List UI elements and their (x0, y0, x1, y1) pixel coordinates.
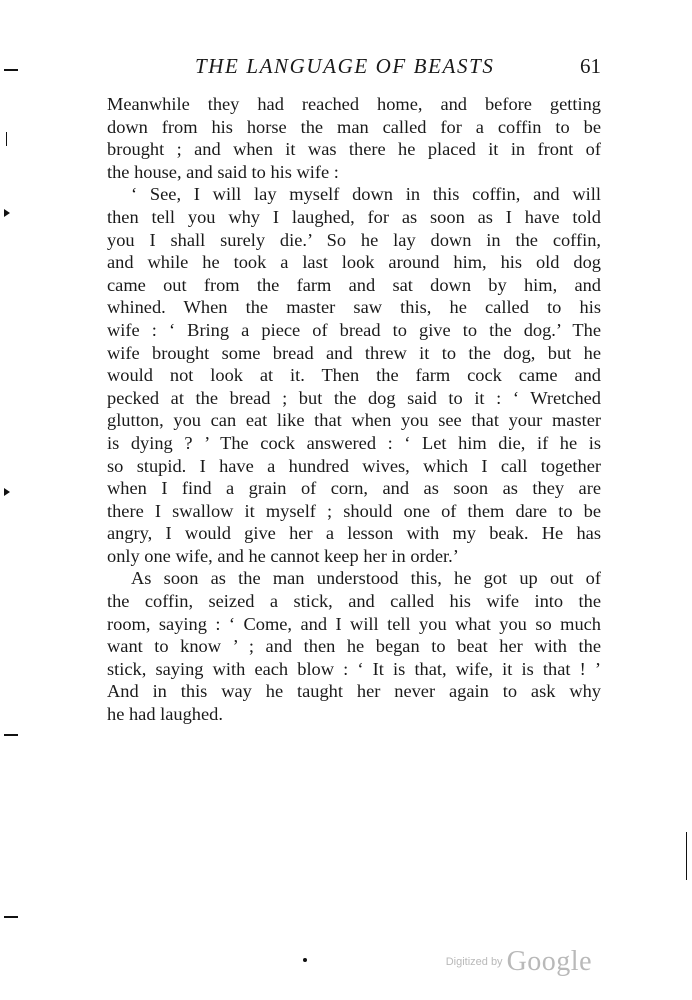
text-line: only one wife, and he cannot keep her in order.’ (107, 545, 459, 566)
running-head (107, 54, 601, 84)
text-line: so stupid. I have a hundred wives, which I call together (107, 455, 601, 476)
text-line: is dying ? ’ The cock answered : ‘ Let him die, if he is (107, 432, 601, 453)
text-line: wife brought some bread and threw it to the dog, but he (107, 342, 601, 363)
text-line: whined. When the master saw this, he called to his (107, 297, 601, 318)
text-line: stick, saying with each blow : ‘ It is that, wife, it is that ! ’ (107, 658, 601, 679)
text-line: the house, and said to his wife : (107, 161, 339, 182)
text-line: room, saying : ‘ Come, and I will tell you what you so much (107, 613, 601, 634)
page-dot-mark (303, 958, 307, 962)
text-line: And in this way he taught her never again to ask why (107, 681, 601, 702)
text-line: wife : ‘ Bring a piece of bread to give to the dog.’ The (107, 319, 601, 340)
text-line: As soon as the man understood this, he got up out of (131, 568, 601, 589)
text-line: pecked at the bread ; but the dog said to it : ‘ Wretched (107, 387, 601, 408)
digitized-watermark (446, 946, 592, 978)
text-line: and while he took a last look around him, his old dog (107, 252, 601, 273)
text-line: would not look at it. Then the farm cock came and (107, 365, 601, 386)
text-line: angry, I would give her a lesson with my beak. He has (107, 523, 601, 544)
text-line: the coffin, seized a stick, and called his wife into the (107, 591, 601, 612)
text-line: when I find a grain of corn, and as soon as they are (107, 478, 601, 499)
text-line: then tell you why I laughed, for as soon as I have told (107, 206, 601, 227)
body-text (107, 93, 601, 726)
text-line: glutton, you can eat like that when you see that your master (107, 410, 601, 431)
margin-dash-mark (4, 916, 18, 918)
page-number: 61 (580, 54, 601, 78)
text-line: he had laughed. (107, 704, 223, 725)
running-title: THE LANGUAGE OF BEASTS (195, 54, 495, 78)
margin-arrow-mark (4, 209, 10, 217)
text-line: want to know ’ ; and then he began to beat her with the (107, 636, 601, 657)
text-line: Meanwhile they had reached home, and before getting (107, 94, 601, 114)
text-line: you I shall surely die.’ So he lay down in the coffin, (107, 229, 601, 250)
watermark-brand: Google (506, 946, 592, 977)
text-line: came out from the farm and sat down by him, and (107, 274, 601, 295)
text-line: there I swallow it myself ; should one of them dare to be (107, 500, 601, 521)
text-line: ‘ See, I will lay myself down in this coffin, and will (131, 184, 601, 205)
text-line: down from his horse the man called for a coffin to be (107, 116, 601, 137)
text-line: brought ; and when it was there he placed it in front of (107, 139, 601, 160)
margin-dash-mark (4, 734, 18, 736)
margin-tick-mark (686, 832, 687, 880)
watermark-prefix: Digitized by (445, 956, 503, 968)
margin-dash-mark (4, 69, 18, 71)
margin-tick-mark (6, 132, 7, 146)
margin-arrow-mark (4, 488, 10, 496)
